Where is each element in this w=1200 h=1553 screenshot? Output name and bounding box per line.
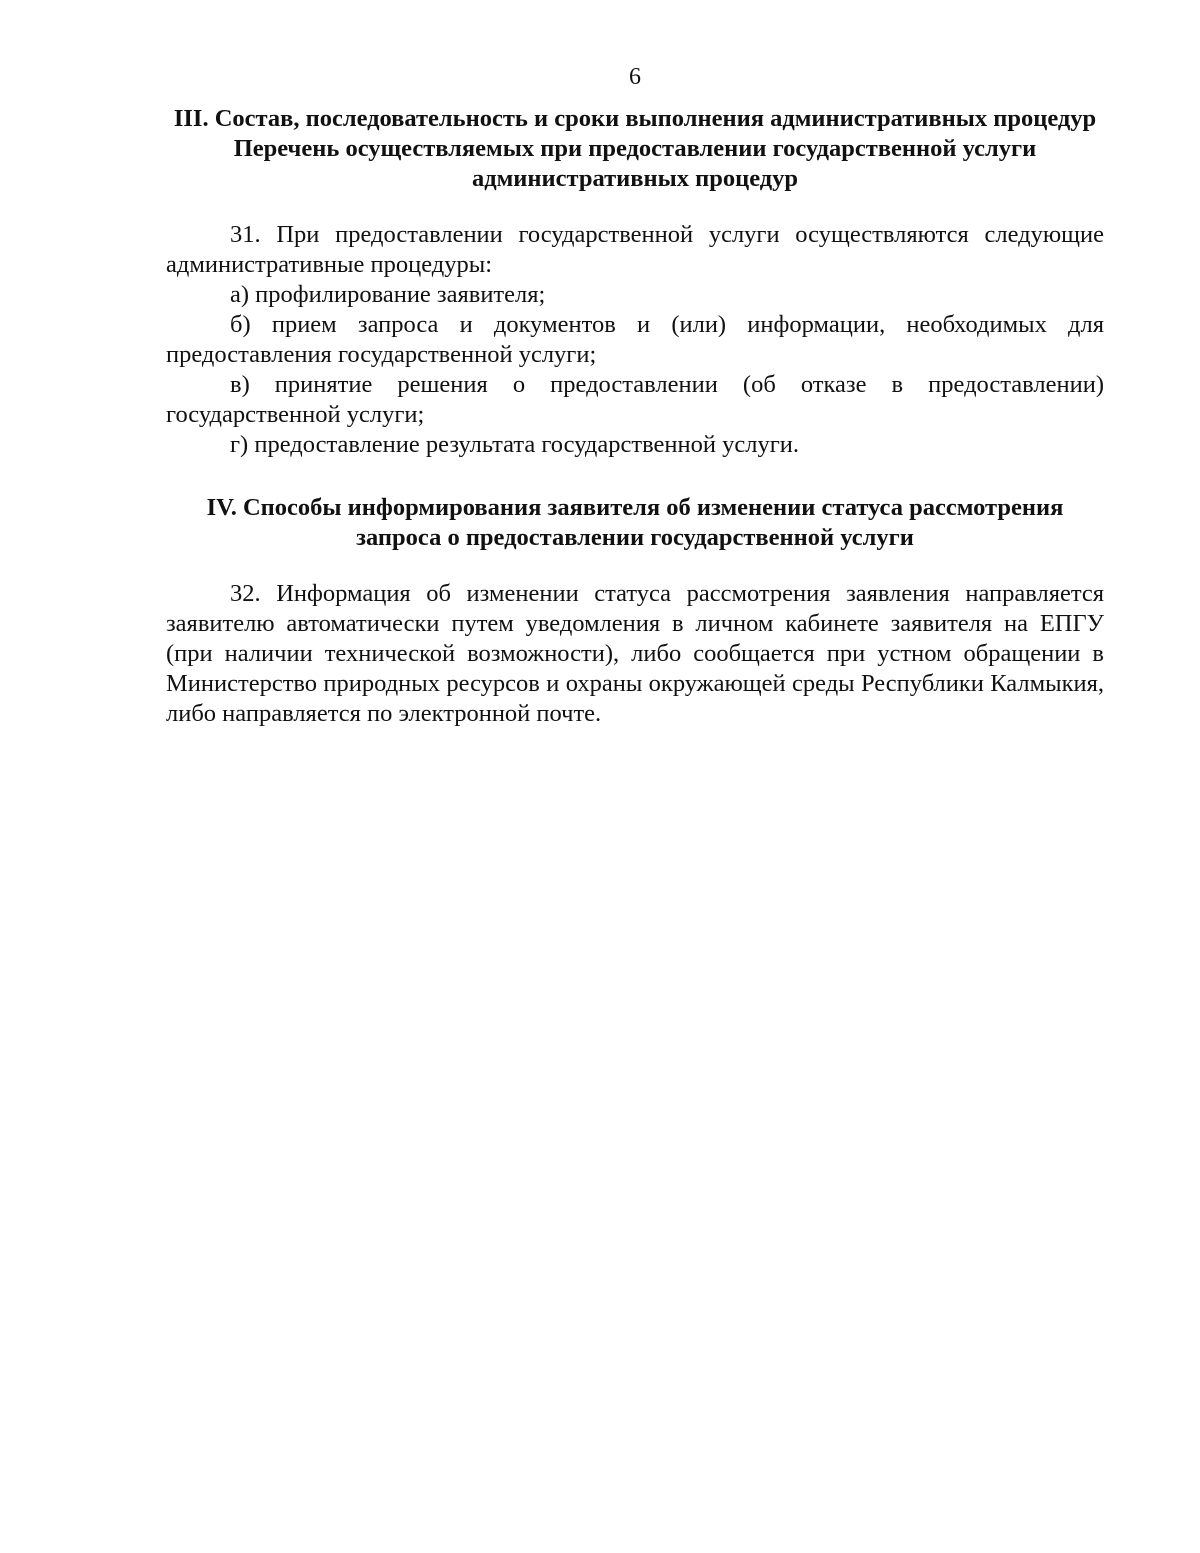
list-item-g: г) предоставление результата государственной услуги. (230, 431, 799, 458)
list-item-a: а) профилирование заявителя; (230, 281, 546, 308)
section-4-heading-block (166, 493, 1104, 553)
document-body (166, 104, 1104, 729)
section-4-body (166, 579, 1104, 729)
section-3-heading-block (166, 104, 1104, 194)
section-4-title: IV. Способы информирования заявителя об изменении статуса рассмотрения запроса о предоставлении государственной услуги (206, 494, 1064, 551)
list-item-b: б) прием запроса и документов и (или) информации, необходимых для предоставления государственной услуги; (166, 311, 1104, 368)
page-number: 6 (629, 64, 641, 90)
paragraph-31: 31. При предоставлении государственной услуги осуществляются следующие административные процедуры: (166, 221, 1104, 278)
section-3-subtitle: Перечень осуществляемых при предоставлении государственной услуги административных процедур (233, 135, 1037, 192)
section-3-title: III. Состав, последовательность и сроки выполнения административных процедур (173, 105, 1097, 132)
section-3-body (166, 220, 1104, 460)
paragraph-32: 32. Информация об изменении статуса рассмотрения заявления направляется заявителю автоматически путем уведомления в личном кабинете заявителя на ЕПГУ (при наличии технической возможности), либо сообщается при устном обращении в Министерство природных ресурсов и охраны окружающей среды Республики Калмыкия, либо направляется по электронной почте. (166, 580, 1104, 727)
section-spacer (166, 460, 1104, 493)
list-item-v: в) принятие решения о предоставлении (об отказе в предоставлении) государственной услуги; (166, 371, 1104, 428)
